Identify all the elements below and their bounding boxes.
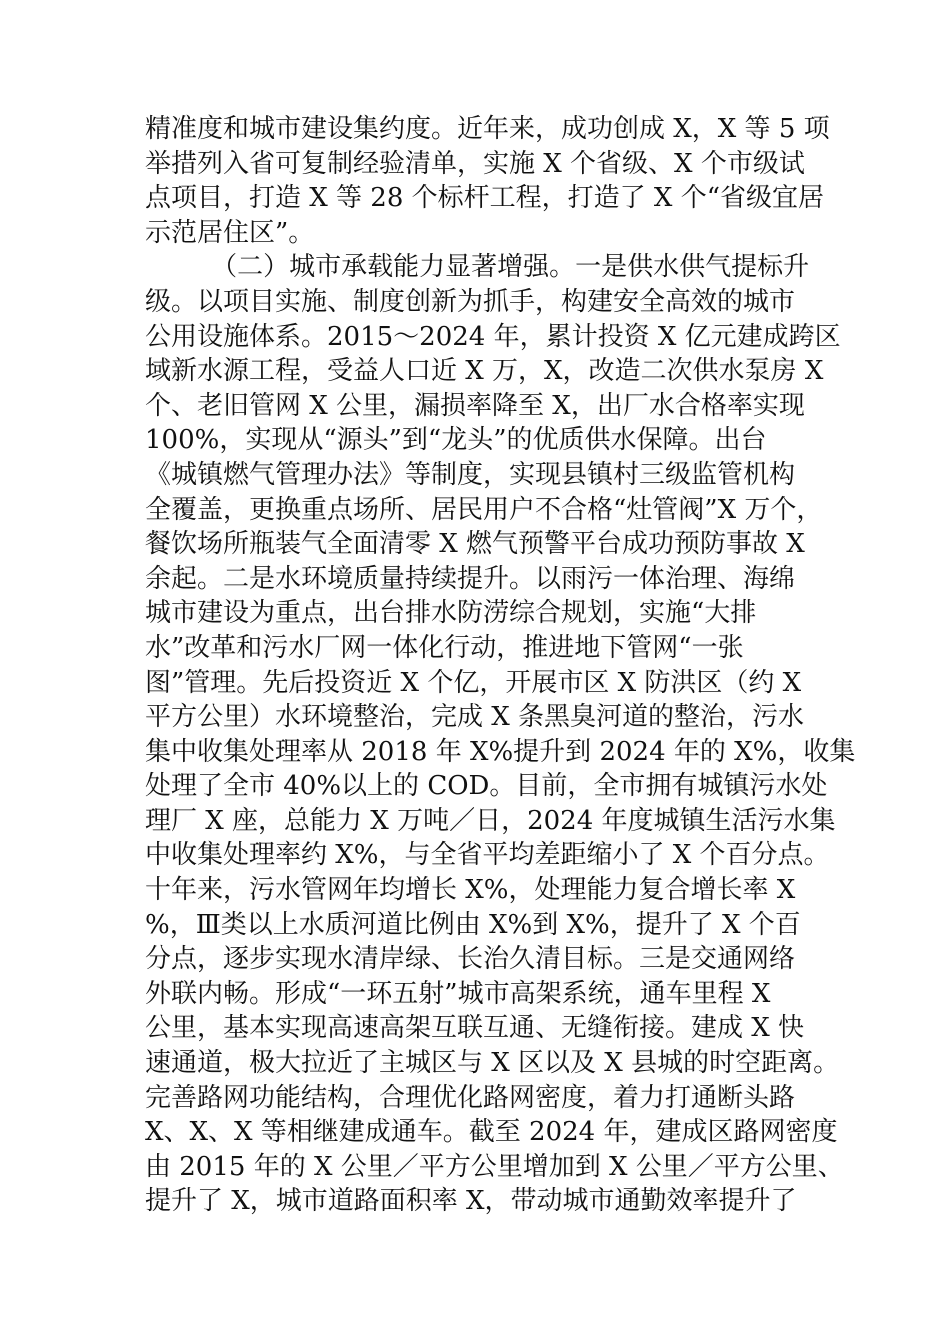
text-line: 点项目，打造 X 等 28 个标杆工程，打造了 X 个“省级宜居 (145, 183, 824, 214)
text-line: 城市建设为重点，出台排水防涝综合规划，实施“大排 (145, 598, 757, 629)
text-line: 速通道，极大拉近了主城区与 X 区以及 X 县城的时空距离。 (145, 1048, 840, 1079)
text-line: 十年来，污水管网年均增长 X%，处理能力复合增长率 X (145, 875, 796, 906)
text-line: 示范居住区”。 (145, 217, 315, 248)
text-line: 分点，逐步实现水清岸绿、长治久清目标。三是交通网络 (145, 944, 796, 975)
text-line: 由 2015 年的 X 公里／平方公里增加到 X 公里／平方公里、 (145, 1151, 844, 1182)
text-line: 集中收集处理率从 2018 年 X%提升到 2024 年的 X%，收集 (145, 736, 856, 767)
text-line: 图”管理。先后投资近 X 个亿，开展市区 X 防洪区（约 X (145, 667, 802, 698)
text-line: 余起。二是水环境质量持续提升。以雨污一体治理、海绵 (145, 563, 796, 594)
text-line: 举措列入省可复制经验清单，实施 X 个省级、X 个市级试 (145, 148, 805, 179)
text-line: 100%，实现从“源头”到“龙头”的优质供水保障。出台 (145, 425, 767, 456)
section-heading-line: （二）城市承载能力显著增强。一是供水供气提标升 (145, 252, 810, 283)
body-text (145, 112, 856, 1219)
text-line: 平方公里）水环境整治，完成 X 条黑臭河道的整治，污水 (145, 702, 805, 733)
text-line: 餐饮场所瓶装气全面清零 X 燃气预警平台成功预防事故 X (145, 529, 805, 560)
text-line: X、X、X 等相继建成通车。截至 2024 年，建成区路网密度 (145, 1117, 838, 1148)
text-line: 理厂 X 座，总能力 X 万吨／日，2024 年度城镇生活污水集 (145, 805, 836, 836)
text-line: 处理了全市 40%以上的 COD。目前，全市拥有城镇污水处 (145, 771, 828, 802)
text-line: 精准度和城市建设集约度。近年来，成功创成 X，X 等 5 项 (145, 114, 830, 144)
text-line: 完善路网功能结构，合理优化路网密度，着力打通断头路 (145, 1082, 796, 1113)
text-line: 个、老旧管网 X 公里，漏损率降至 X，出厂水合格率实现 (145, 390, 805, 421)
text-line: 提升了 X，城市道路面积率 X，带动城市通勤效率提升了 (145, 1186, 797, 1217)
text-line: %，Ⅲ类以上水质河道比例由 X%到 X%，提升了 X 个百 (145, 909, 801, 940)
text-line: 级。以项目实施、制度创新为抓手，构建安全高效的城市 (145, 286, 796, 317)
text-line: 公里，基本实现高速高架互联互通、无缝衔接。建成 X 快 (145, 1013, 805, 1044)
text-line: 外联内畅。形成“一环五射”城市高架系统，通车里程 X (145, 978, 771, 1009)
text-line: 《城镇燃气管理办法》等制度，实现县镇村三级监管机构 (145, 459, 796, 490)
text-line: 全覆盖，更换重点场所、居民用户不合格“灶管阀”X 万个， (145, 494, 823, 525)
text-line: 公用设施体系。2015～2024 年，累计投资 X 亿元建成跨区 (145, 321, 841, 352)
text-line: 水”改革和污水厂网一体化行动，推进地下管网“一张 (145, 632, 744, 663)
text-line: 域新水源工程，受益人口近 X 万，X，改造二次供水泵房 X (145, 356, 824, 387)
text-line: 中收集处理率约 X%，与全省平均差距缩小了 X 个百分点。 (145, 840, 830, 871)
